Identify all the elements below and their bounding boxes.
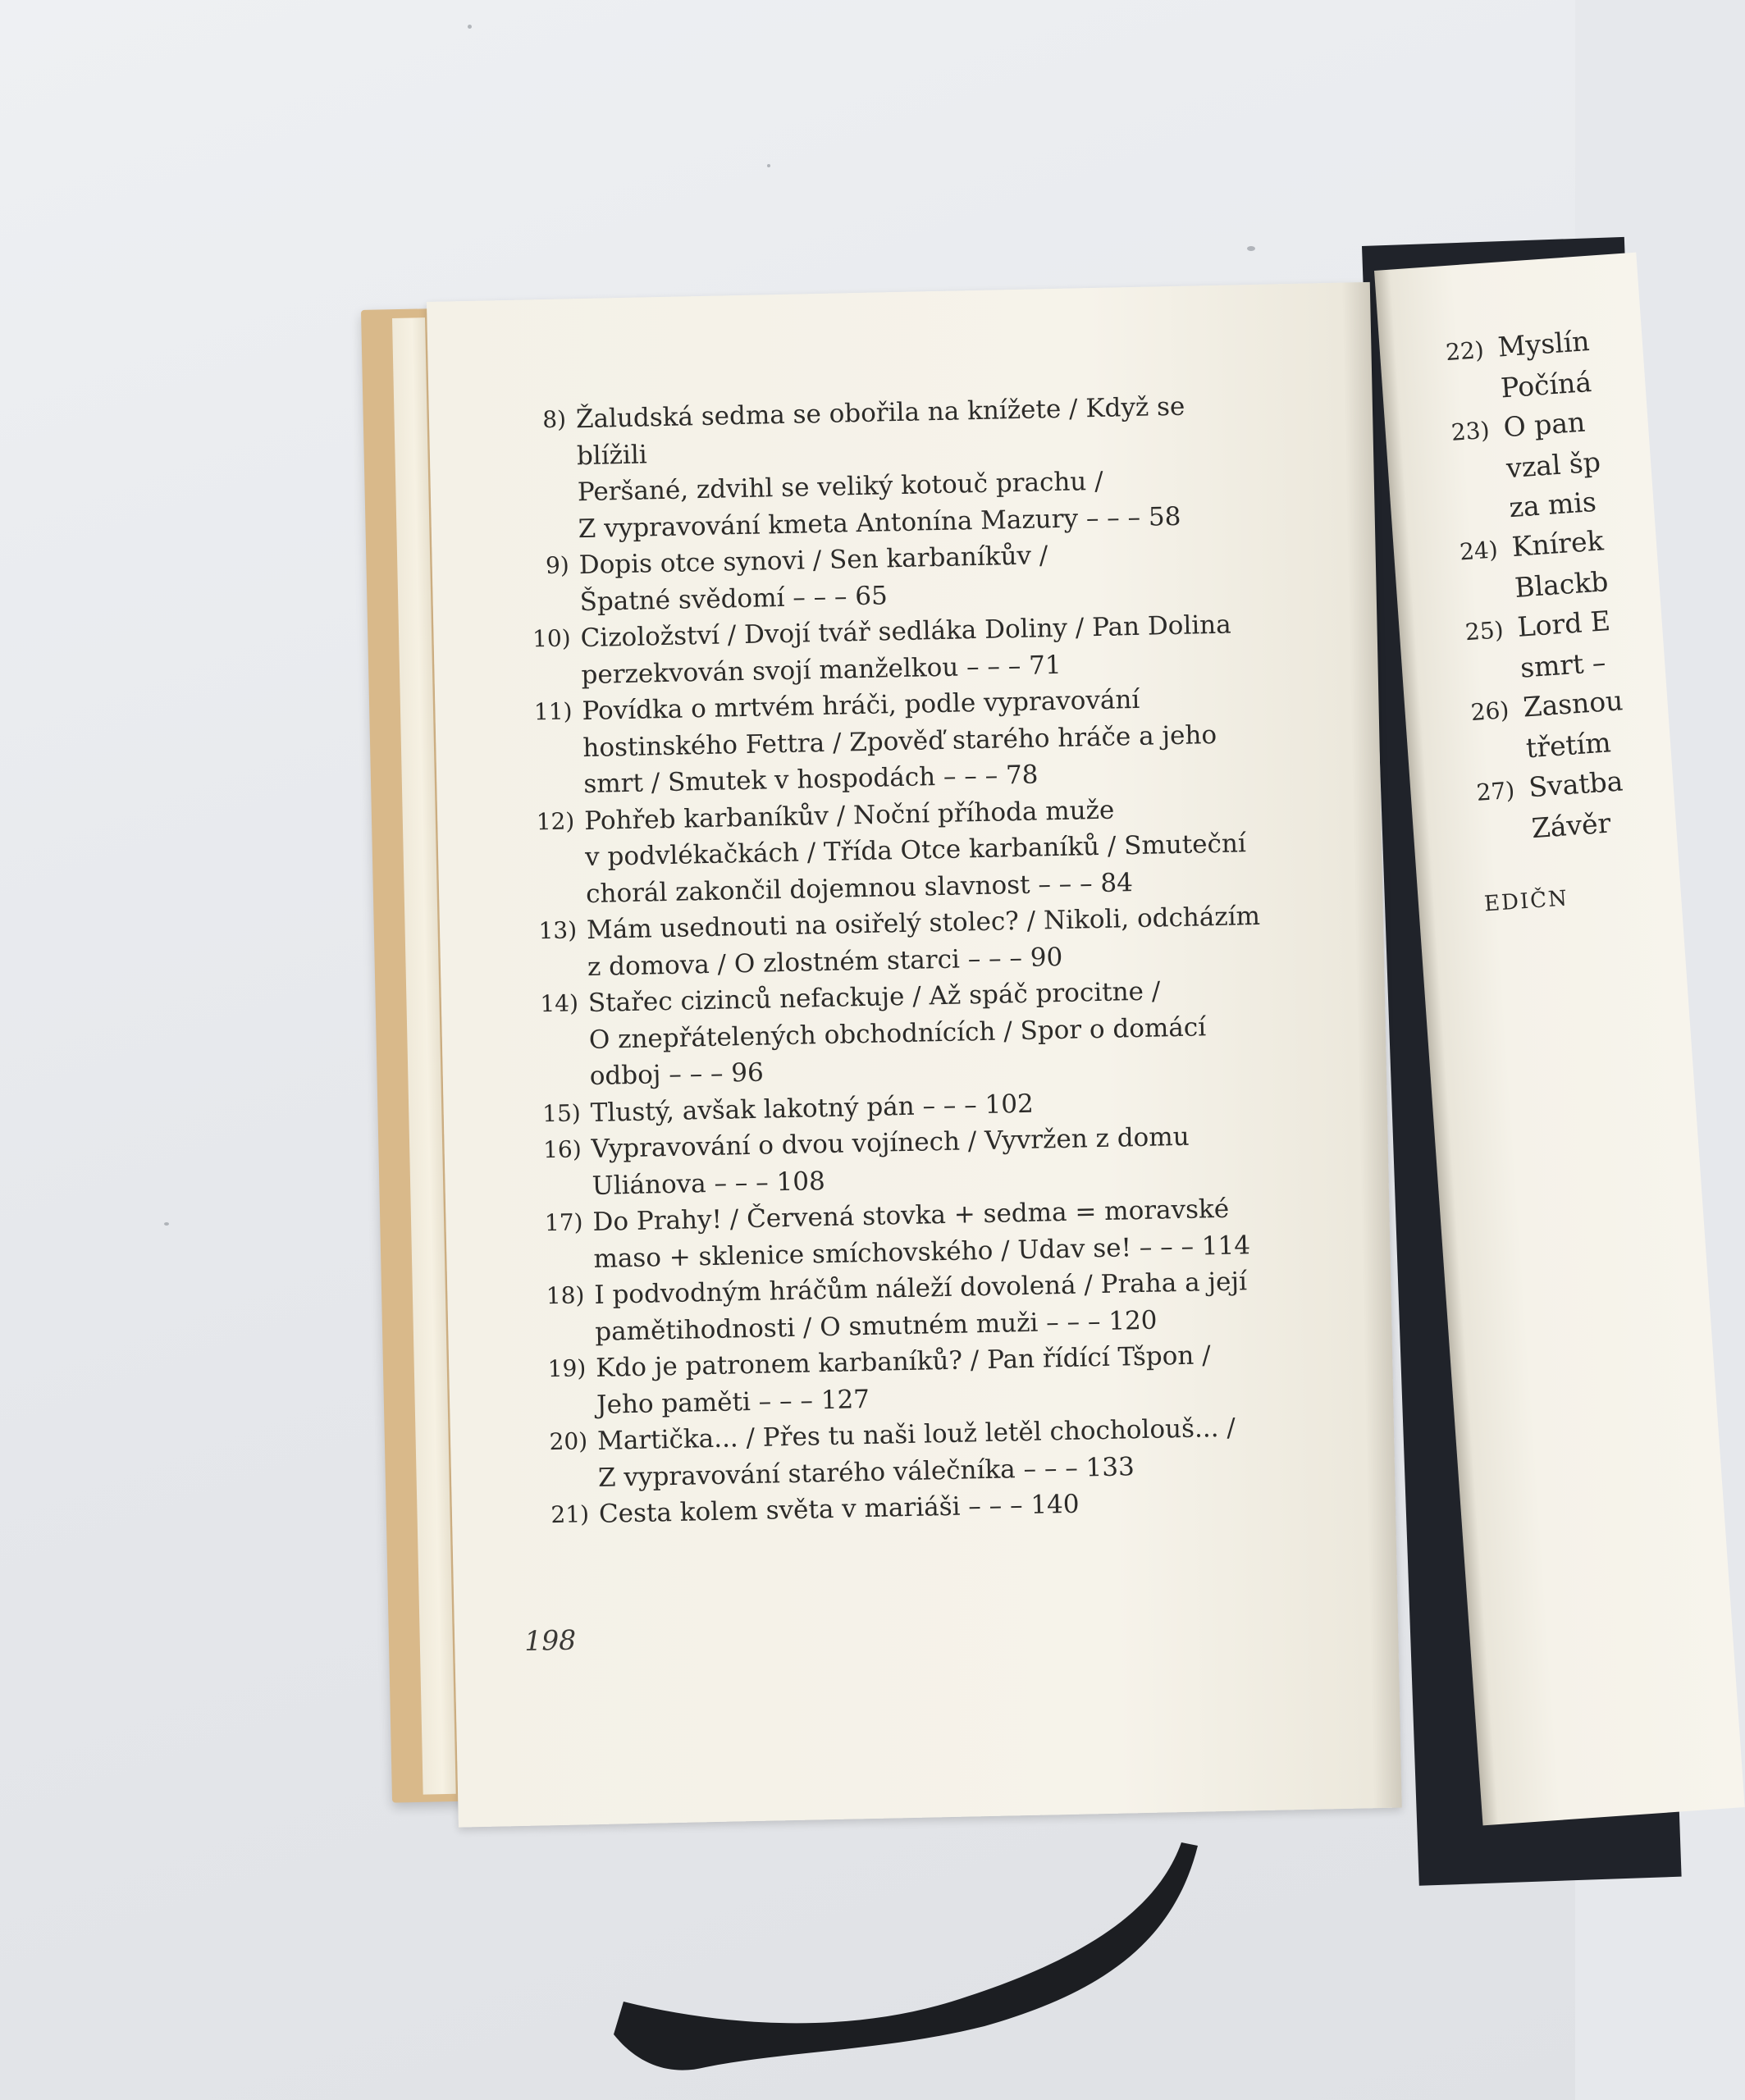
entry-text: Cizoložství / Dvojí tvář sedláka Doliny / Pan Dolina perzekvován svojí manželkou – – – 71: [580, 609, 1232, 690]
edit-note-heading: EDIČN: [1483, 886, 1569, 917]
entry-text: Svatba: [1528, 765, 1624, 804]
entry-text: Myslín: [1496, 324, 1591, 363]
entry-number: 17): [544, 1208, 583, 1237]
entry-text: Blackb: [1514, 565, 1610, 604]
entry-text: Vypravování o dvou vojínech / Vyvržen z domu Uliánova – – – 108: [591, 1121, 1190, 1201]
entry-text: Mám usednouti na osiřelý stolec? / Nikoli, odcházím z domova / O zlostném starci – – – 90: [586, 901, 1261, 982]
entry-number: 10): [532, 624, 571, 653]
entry-text: Cesta kolem světa v mariáši – – – 140: [598, 1489, 1080, 1529]
entry-text: Do Prahy! / Červená stovka + sedma = moravské maso + sklenice smíchovského / Udav se! – – – 114: [592, 1194, 1251, 1274]
entry-text: Pohřeb karbaníkův / Noční příhoda muže v podvlékačkách / Třída Otce karbaníků / Smuteční chorál zakončil dojemnou slavnost – – – 84: [583, 795, 1247, 909]
entry-text: I podvodným hráčům náleží dovolená / Praha a její pamětihodnosti / O smutném muži – – – 120: [594, 1267, 1248, 1347]
page-number: 198: [523, 1623, 577, 1657]
entry-number: 16): [542, 1135, 582, 1164]
entry-text: za mis: [1508, 485, 1597, 524]
entry-number: 19): [547, 1354, 587, 1383]
entry-text: Kdo je patronem karbaníků? / Pan řídící Tšpon / Jeho paměti – – – 127: [595, 1340, 1211, 1420]
entry-text: Lord E: [1516, 605, 1612, 643]
entry-number: 18): [546, 1281, 585, 1310]
entry-number: 11): [533, 697, 573, 726]
entry-number: 26): [1469, 696, 1510, 727]
entry-text: Knírek: [1510, 524, 1605, 564]
entry-text: Počíná: [1499, 365, 1593, 404]
entry-number: 21): [550, 1500, 590, 1529]
entry-text: Žaludská sedma se obořila na knížete / Když se blížili Peršané, zdvihl se veliký kotouč prachu / Z vypravování kmeta Antonína Mazury – – – 58: [575, 391, 1185, 544]
entry-text: O pan: [1502, 405, 1587, 444]
entry-number: 13): [538, 916, 578, 945]
entry-text: Dopis otce synovi / Sen karbaníkův / Špatné svědomí – – – 65: [578, 541, 1048, 617]
entry-number: 15): [541, 1098, 582, 1127]
entry-text: Zasnou: [1522, 684, 1624, 724]
entry-number: 20): [549, 1427, 588, 1456]
entry-number: 24): [1459, 536, 1499, 566]
entry-number: 25): [1464, 616, 1505, 646]
entry-number: 9): [545, 551, 570, 580]
entry-text: vzal šp: [1505, 445, 1602, 485]
entry-text: Povídka o mrtvém hráči, podle vypravování hostinského Fettra / Zpověď starého hráče a jeho smrt / Smutek v hospodách – – – 78: [582, 684, 1217, 800]
entry-number: 22): [1445, 336, 1485, 367]
entry-text: třetím: [1524, 726, 1612, 765]
entry-number: 14): [540, 989, 579, 1018]
entry-text: smrt –: [1519, 646, 1607, 684]
entry-number: 23): [1450, 416, 1491, 446]
entry-text: Martička... / Přes tu naši louž letěl chocholouš... / Z vypravování starého válečníka – – – 133: [596, 1413, 1236, 1493]
entry-text: Stařec cizinců nefackuje / Až spáč procitne / O znepřátelených obchodnících / Spor o domácí odboj – – – 96: [587, 976, 1207, 1092]
entry-number: 8): [541, 405, 567, 434]
entry-number: 27): [1475, 776, 1516, 806]
entry-text: Tlustý, avšak lakotný pán – – – 102: [590, 1089, 1035, 1128]
entry-text: Závěr: [1530, 806, 1612, 845]
entry-number: 12): [536, 806, 575, 835]
